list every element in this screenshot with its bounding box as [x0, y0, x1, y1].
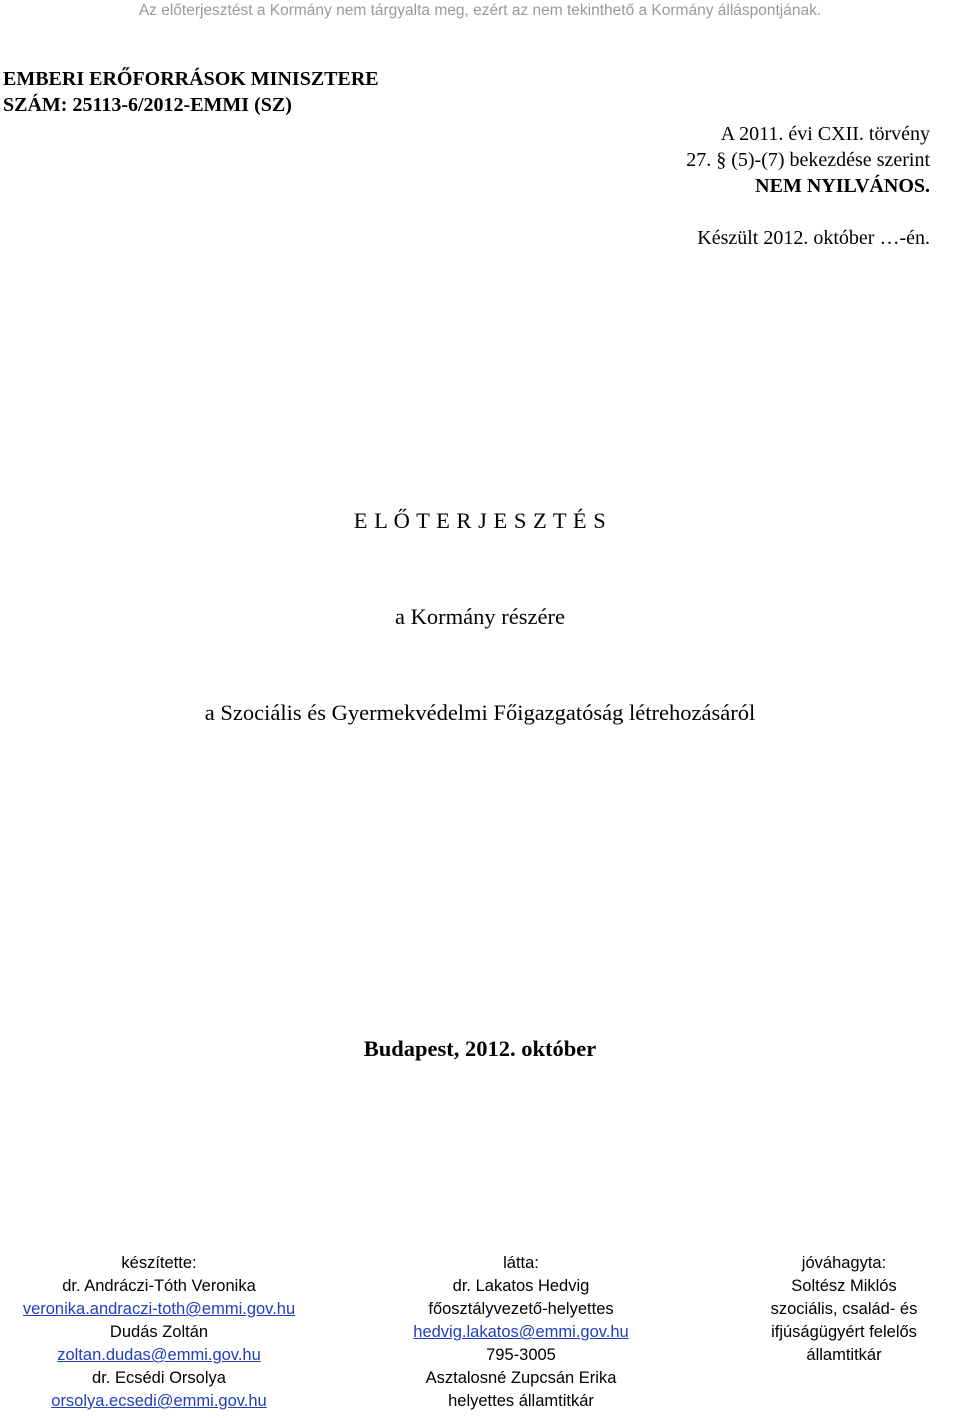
seen-by-role-2: helyettes államtitkár: [448, 1392, 594, 1410]
seen-by-phone: 795-3005: [486, 1346, 556, 1364]
legal-notice-section: 27. § (5)-(7) bekezdése szerint: [686, 149, 930, 171]
document-subject: a Szociális és Gyermekvédelmi Főigazgatóság létrehozásáról: [204, 700, 756, 725]
legal-notice-law: A 2011. évi CXII. törvény: [720, 123, 930, 145]
seen-by-role-1: főosztályvezető-helyettes: [428, 1300, 614, 1318]
prepared-by-email-2[interactable]: zoltan.dudas@emmi.gov.hu: [57, 1346, 261, 1364]
seen-by-name-2: Asztalosné Zupcsán Erika: [425, 1369, 617, 1387]
prepared-by-name-1: dr. Andráczi-Tóth Veronika: [62, 1277, 256, 1295]
prepared-by-name-2: Dudás Zoltán: [109, 1323, 209, 1341]
prepared-by-email-1[interactable]: veronika.andraczi-toth@emmi.gov.hu: [22, 1300, 296, 1318]
seen-by-heading: látta:: [503, 1254, 539, 1272]
reference-number: SZÁM: 25113-6/2012-EMMI (SZ): [3, 94, 292, 116]
document-title: E L Ő T E R J E S Z T É S: [353, 508, 607, 533]
signature-seen-by: [390, 1252, 652, 1413]
signature-prepared-by: [0, 1252, 318, 1413]
prepared-date: Készült 2012. október …-én.: [697, 227, 930, 249]
approved-by-role-3: államtitkár: [806, 1346, 882, 1364]
prepared-by-name-3: dr. Ecsédi Orsolya: [92, 1369, 226, 1387]
prepared-by-heading: készítette:: [121, 1254, 197, 1272]
approved-by-role-2: ifjúságügyért felelős: [771, 1323, 917, 1341]
ministry-header: [3, 66, 379, 118]
approved-by-role-1: szociális, család- és: [770, 1300, 918, 1318]
seen-by-name-1: dr. Lakatos Hedvig: [452, 1277, 590, 1295]
legal-notice: [686, 121, 930, 199]
legal-notice-status: NEM NYILVÁNOS.: [755, 175, 930, 197]
ministry-name: EMBERI ERŐFORRÁSOK MINISZTERE: [3, 68, 379, 90]
seen-by-email[interactable]: hedvig.lakatos@emmi.gov.hu: [413, 1323, 629, 1341]
document-recipient: a Kormány részére: [395, 604, 565, 629]
disclaimer-banner: Az előterjesztést a Kormány nem tárgyalta meg, ezért az nem tekinthető a Kormány álláspontjának.: [138, 2, 822, 19]
approved-by-heading: jóváhagyta:: [801, 1254, 887, 1272]
signature-approved-by: [728, 1252, 960, 1367]
approved-by-name: Soltész Miklós: [791, 1277, 897, 1295]
place-and-date: Budapest, 2012. október: [363, 1036, 597, 1061]
prepared-by-email-3[interactable]: orsolya.ecsedi@emmi.gov.hu: [51, 1392, 267, 1410]
